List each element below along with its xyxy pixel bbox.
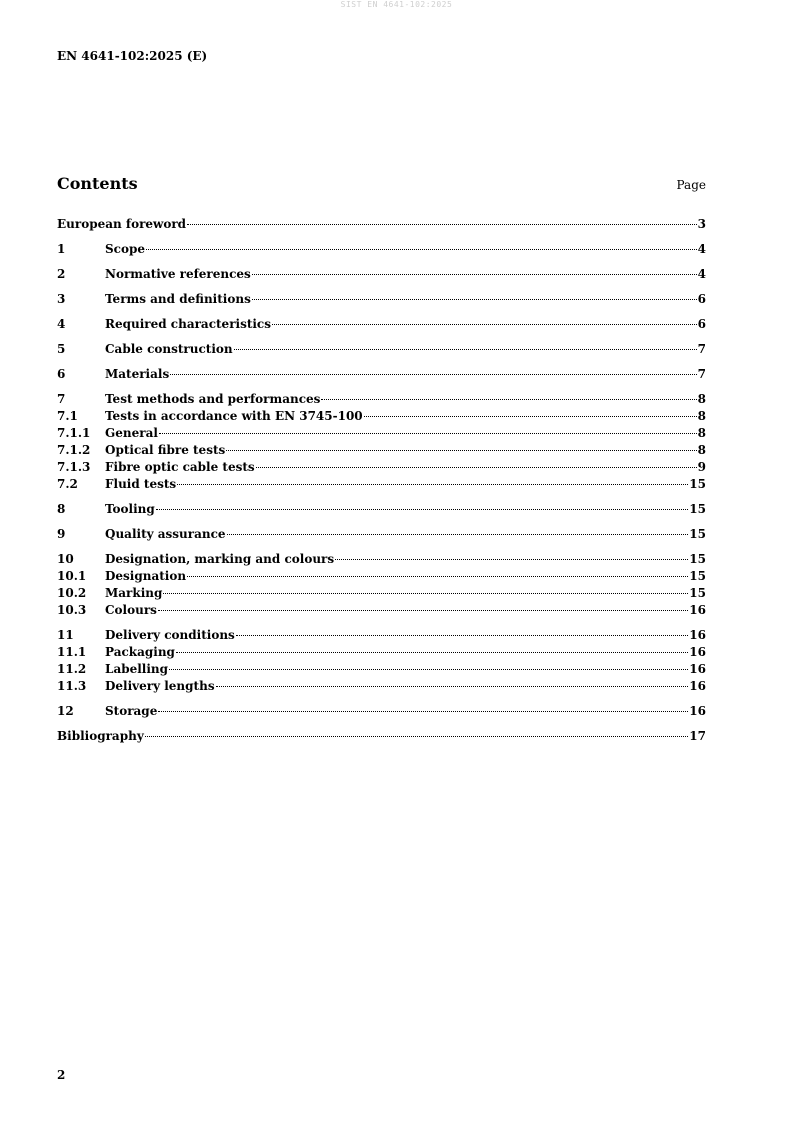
toc-entry[interactable] — [57, 627, 706, 644]
toc-dot-leader — [170, 374, 696, 375]
toc-entry-number: 10.3 — [57, 603, 87, 617]
toc-dot-leader — [163, 593, 688, 594]
toc-entry-number: 3 — [57, 292, 66, 306]
toc-entry-title: Optical fibre tests — [105, 443, 226, 457]
toc-entry-number: 10 — [57, 552, 74, 566]
toc-entry-page: 17 — [689, 729, 706, 743]
toc-dot-leader — [234, 349, 697, 350]
toc-entry-page: 3 — [697, 217, 706, 231]
toc-entry[interactable] — [57, 291, 706, 308]
toc-entry-page: 4 — [697, 242, 706, 256]
toc-dot-leader — [321, 399, 696, 400]
toc-entry-number: 7.1.2 — [57, 443, 91, 457]
page-number: 2 — [57, 1068, 66, 1082]
toc-dot-leader — [156, 509, 689, 510]
toc-entry[interactable] — [57, 408, 706, 425]
toc-entry-number: 7.1 — [57, 409, 78, 423]
toc-entry-number: 8 — [57, 502, 66, 516]
toc-entry-page: 7 — [697, 342, 706, 356]
toc-entry-title: Normative references — [105, 267, 251, 281]
toc-entry-page: 16 — [689, 662, 706, 676]
toc-dot-leader — [177, 484, 688, 485]
toc-entry-page: 16 — [689, 645, 706, 659]
toc-entry-title: Fibre optic cable tests — [105, 460, 255, 474]
toc-dot-leader — [187, 576, 688, 577]
toc-entry-title: Quality assurance — [105, 527, 226, 541]
toc-entry[interactable] — [57, 476, 706, 493]
toc-entry-page: 16 — [689, 679, 706, 693]
toc-dot-leader — [158, 610, 688, 611]
toc-entry[interactable] — [57, 678, 706, 695]
toc-entry-title: Designation, marking and colours — [105, 552, 335, 566]
toc-entry-number: 11 — [57, 628, 74, 642]
toc-entry-title: Tests in accordance with EN 3745-100 — [105, 409, 363, 423]
toc-entry[interactable] — [57, 602, 706, 619]
toc-entry-page: 15 — [689, 477, 706, 491]
toc-entry[interactable] — [57, 442, 706, 459]
toc-entry-page: 6 — [697, 292, 706, 306]
toc-dot-leader — [272, 324, 697, 325]
toc-entry[interactable] — [57, 216, 706, 233]
document-id: EN 4641-102:2025 (E) — [57, 49, 208, 63]
toc-dot-leader — [187, 224, 697, 225]
toc-entry-title: Storage — [105, 704, 158, 718]
toc-entry-number: 7 — [57, 392, 66, 406]
toc-entry[interactable] — [57, 703, 706, 720]
toc-entry-page: 8 — [697, 443, 706, 457]
watermark-text: SIST EN 4641-102:2025 — [340, 0, 453, 9]
toc-entry[interactable] — [57, 425, 706, 442]
toc-dot-leader — [364, 416, 697, 417]
toc-entry[interactable] — [57, 661, 706, 678]
toc-entry-title: Colours — [105, 603, 157, 617]
toc-entry-number: 5 — [57, 342, 66, 356]
toc-entry[interactable] — [57, 266, 706, 283]
toc-entry[interactable] — [57, 391, 706, 408]
toc-entry-title: Designation — [105, 569, 187, 583]
toc-entry-title: European foreword — [57, 217, 187, 231]
toc-entry-title: Tooling — [105, 502, 155, 516]
toc-entry-number: 10.2 — [57, 586, 87, 600]
toc-entry[interactable] — [57, 459, 706, 476]
toc-entry-number: 7.2 — [57, 477, 78, 491]
toc-entry-number: 7.1.1 — [57, 426, 91, 440]
toc-entry[interactable] — [57, 568, 706, 585]
toc-entry-number: 9 — [57, 527, 66, 541]
toc-entry-number: 6 — [57, 367, 66, 381]
toc-entry-title: Bibliography — [57, 729, 144, 743]
toc-entry-title: Cable construction — [105, 342, 233, 356]
toc-entry-page: 15 — [689, 586, 706, 600]
toc-entry-page: 6 — [697, 317, 706, 331]
toc-entry-title: Packaging — [105, 645, 175, 659]
toc-entry-number: 12 — [57, 704, 74, 718]
toc-entry[interactable] — [57, 501, 706, 518]
toc-entry-page: 7 — [697, 367, 706, 381]
toc-entry[interactable] — [57, 728, 706, 745]
toc-dot-leader — [256, 467, 697, 468]
toc-dot-leader — [226, 450, 696, 451]
toc-entry[interactable] — [57, 585, 706, 602]
toc-entry-page: 16 — [689, 704, 706, 718]
toc-dot-leader — [145, 736, 689, 737]
toc-entry-page: 9 — [697, 460, 706, 474]
toc-header — [57, 174, 706, 193]
toc-entry[interactable] — [57, 644, 706, 661]
toc-entry-page: 16 — [689, 628, 706, 642]
toc-entry-number: 11.2 — [57, 662, 87, 676]
toc-dot-leader — [146, 249, 697, 250]
toc-entry-number: 10.1 — [57, 569, 87, 583]
toc-entry-number: 11.3 — [57, 679, 87, 693]
toc-entry-number: 2 — [57, 267, 66, 281]
toc-entry-number: 1 — [57, 242, 66, 256]
toc-dot-leader — [236, 635, 688, 636]
toc-entry[interactable] — [57, 526, 706, 543]
toc-entry[interactable] — [57, 551, 706, 568]
toc-dot-leader — [159, 433, 697, 434]
toc-entry-page: 8 — [697, 426, 706, 440]
toc-entry-page: 15 — [689, 552, 706, 566]
toc-entry-title: Scope — [105, 242, 146, 256]
toc-dot-leader — [252, 274, 697, 275]
page-column-label: Page — [676, 178, 706, 192]
toc-entry-page: 8 — [697, 409, 706, 423]
toc-dot-leader — [227, 534, 689, 535]
toc-entry[interactable] — [57, 366, 706, 383]
toc-entry-title: Materials — [105, 367, 170, 381]
toc-entry-title: Terms and definitions — [105, 292, 251, 306]
toc-dot-leader — [335, 559, 688, 560]
toc-entry-number: 4 — [57, 317, 66, 331]
toc-entry-page: 8 — [697, 392, 706, 406]
toc-entry-page: 15 — [689, 569, 706, 583]
toc-dot-leader — [252, 299, 697, 300]
table-of-contents — [57, 216, 706, 745]
toc-entry-title: General — [105, 426, 158, 440]
toc-dot-leader — [158, 711, 688, 712]
toc-entry[interactable] — [57, 316, 706, 333]
toc-dot-leader — [169, 669, 688, 670]
toc-entry-number: 7.1.3 — [57, 460, 91, 474]
toc-entry-page: 15 — [689, 502, 706, 516]
toc-dot-leader — [176, 652, 688, 653]
toc-entry-title: Required characteristics — [105, 317, 271, 331]
contents-title: Contents — [57, 174, 138, 193]
toc-entry-page: 4 — [697, 267, 706, 281]
toc-entry-page: 15 — [689, 527, 706, 541]
toc-dot-leader — [216, 686, 689, 687]
toc-entry-title: Marking — [105, 586, 163, 600]
toc-entry-page: 16 — [689, 603, 706, 617]
toc-entry-title: Fluid tests — [105, 477, 177, 491]
toc-entry-title: Delivery lengths — [105, 679, 215, 693]
toc-entry[interactable] — [57, 241, 706, 258]
toc-entry-title: Delivery conditions — [105, 628, 235, 642]
toc-entry-title: Labelling — [105, 662, 169, 676]
toc-entry[interactable] — [57, 341, 706, 358]
toc-entry-number: 11.1 — [57, 645, 87, 659]
toc-entry-title: Test methods and performances — [105, 392, 321, 406]
